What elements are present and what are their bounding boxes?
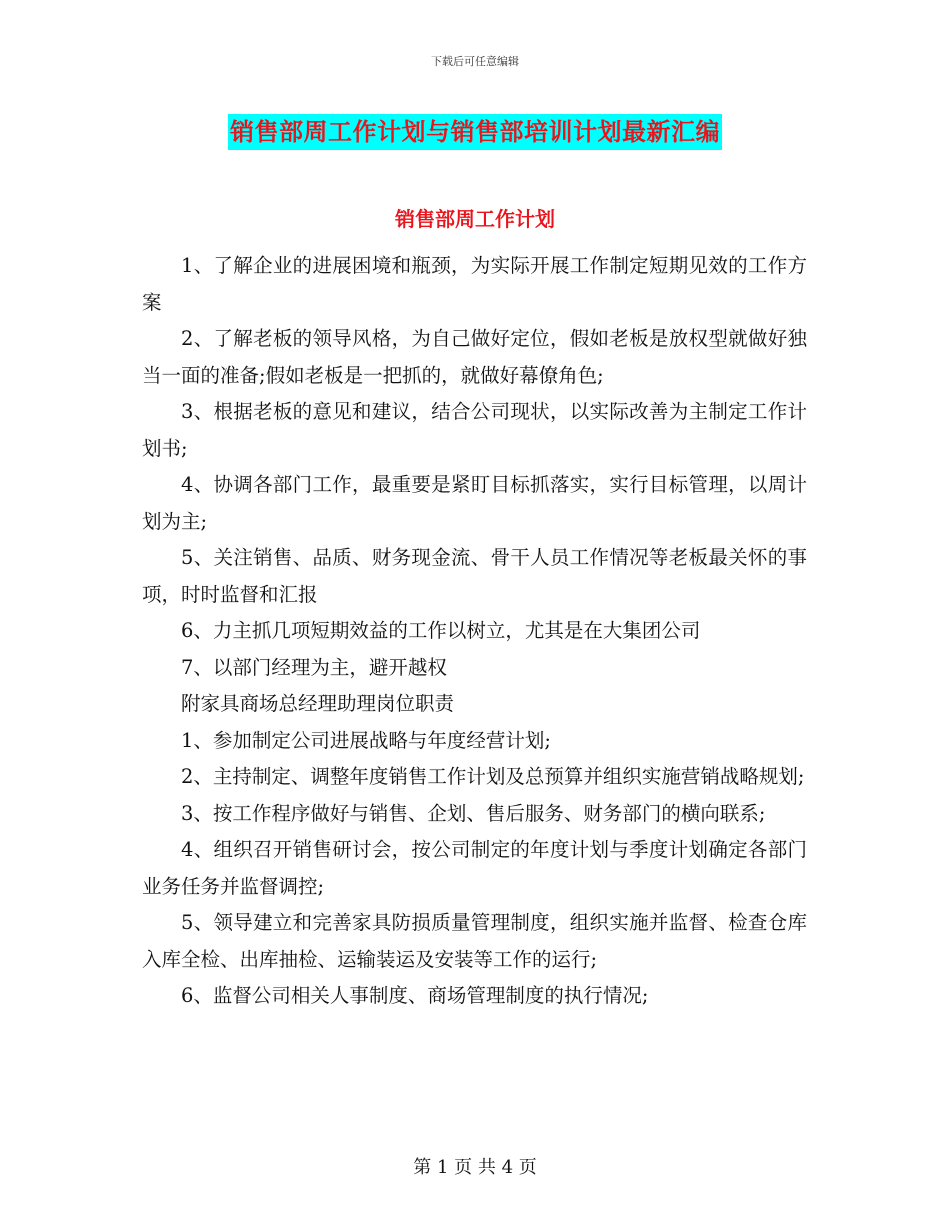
paragraph: 2、主持制定、调整年度销售工作计划及总预算并组织实施营销战略规划;: [181, 765, 805, 788]
paragraph: 5、关注销售、品质、财务现金流、骨干人员工作情况等老板最关怀的事项，时时监督和汇报: [142, 546, 807, 606]
page-footer: 第 1 页 共 4 页: [413, 1157, 537, 1178]
section-title: 销售部周工作计划: [395, 207, 555, 231]
paragraph: 4、协调各部门工作，最重要是紧盯目标抓落实，实行目标管理，以周计划为主;: [142, 473, 807, 533]
paragraph: 6、监督公司相关人事制度、商场管理制度的执行情况;: [181, 984, 649, 1007]
document-title: [0, 112, 950, 147]
paragraph: 6、力主抓几项短期效益的工作以树立，尤其是在大集团公司: [181, 619, 701, 642]
paragraph: 附家具商场总经理助理岗位职责: [181, 692, 455, 715]
paragraph: 2、了解老板的领导风格，为自己做好定位，假如老板是放权型就做好独当一面的准备;假如老板是一把抓的，就做好幕僚角色;: [142, 327, 807, 387]
paragraph: 4、组织召开销售研讨会，按公司制定的年度计划与季度计划确定各部门业务任务并监督调控;: [142, 838, 807, 898]
paragraph: 3、按工作程序做好与销售、企划、售后服务、财务部门的横向联系;: [181, 801, 766, 825]
paragraph: 1、了解企业的进展困境和瓶颈，为实际开展工作制定短期见效的工作方案: [142, 254, 807, 314]
document-title-text: 销售部周工作计划与销售部培训计划最新汇编: [228, 114, 722, 150]
paragraph: 5、领导建立和完善家具防损质量管理制度，组织实施并监督、检查仓库入库全检、出库抽检、运输装运及安装等工作的运行;: [142, 911, 807, 971]
document-body: [142, 248, 807, 1015]
header-note: 下载后可任意编辑: [431, 55, 519, 68]
paragraph: 7、以部门经理为主，避开越权: [181, 655, 447, 679]
paragraph: 3、根据老板的意见和建议，结合公司现状，以实际改善为主制定工作计划书;: [142, 400, 807, 460]
paragraph: 1、参加制定公司进展战略与年度经营计划;: [181, 728, 551, 752]
